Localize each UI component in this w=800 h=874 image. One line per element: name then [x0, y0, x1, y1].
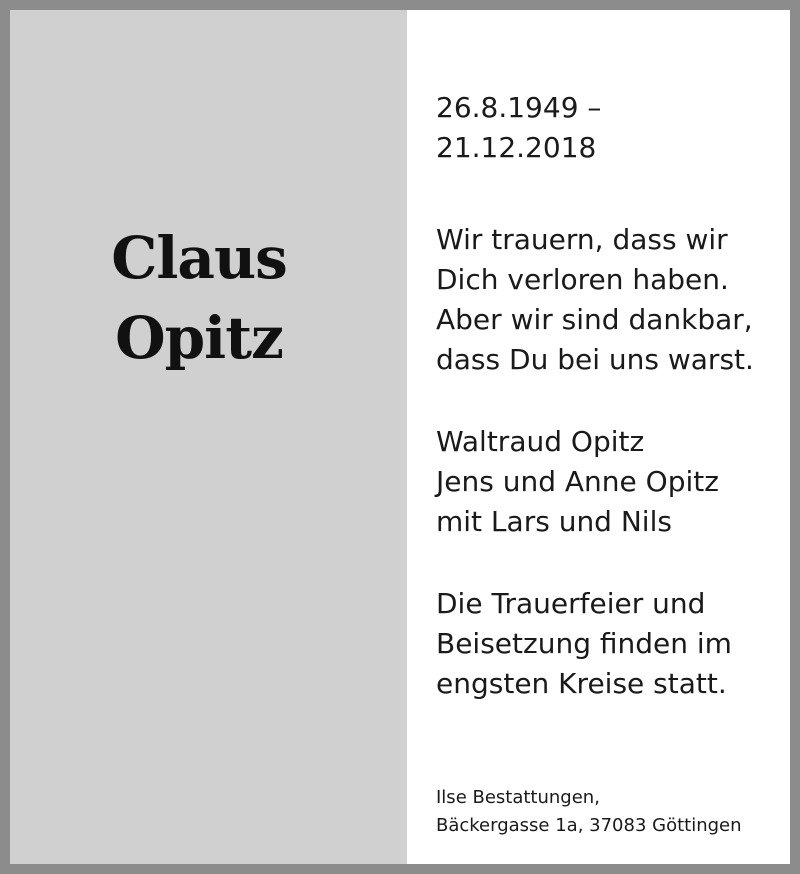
memorial-verse	[436, 220, 754, 380]
ceremony-note	[436, 584, 732, 704]
mourners-list	[436, 422, 719, 542]
ceremony-line: Die Trauerfeier und	[436, 587, 706, 620]
undertaker-name: Ilse Bestattungen,	[436, 787, 600, 808]
mourner: mit Lars und Nils	[436, 505, 672, 538]
verse-line: dass Du bei uns warst.	[436, 343, 754, 376]
verse-line: Aber wir sind dankbar,	[436, 303, 753, 336]
text-panel	[436, 10, 796, 864]
birth-date: 26.8.1949 –	[436, 91, 602, 124]
verse-line: Dich verloren haben.	[436, 263, 729, 296]
name-panel	[10, 10, 407, 864]
mourner: Jens und Anne Opitz	[436, 465, 719, 498]
verse-line: Wir trauern, dass wir	[436, 223, 728, 256]
death-date: 21.12.2018	[436, 131, 597, 164]
mourner: Waltraud Opitz	[436, 425, 645, 458]
undertaker-info	[436, 784, 742, 840]
ceremony-line: engsten Kreise statt.	[436, 667, 727, 700]
ceremony-line: Beisetzung finden im	[436, 627, 732, 660]
first-name: Claus	[111, 224, 287, 292]
last-name: Opitz	[115, 304, 283, 372]
undertaker-address: Bäckergasse 1a, 37083 Göttingen	[436, 815, 742, 836]
life-dates	[436, 88, 601, 168]
deceased-name	[10, 218, 388, 378]
